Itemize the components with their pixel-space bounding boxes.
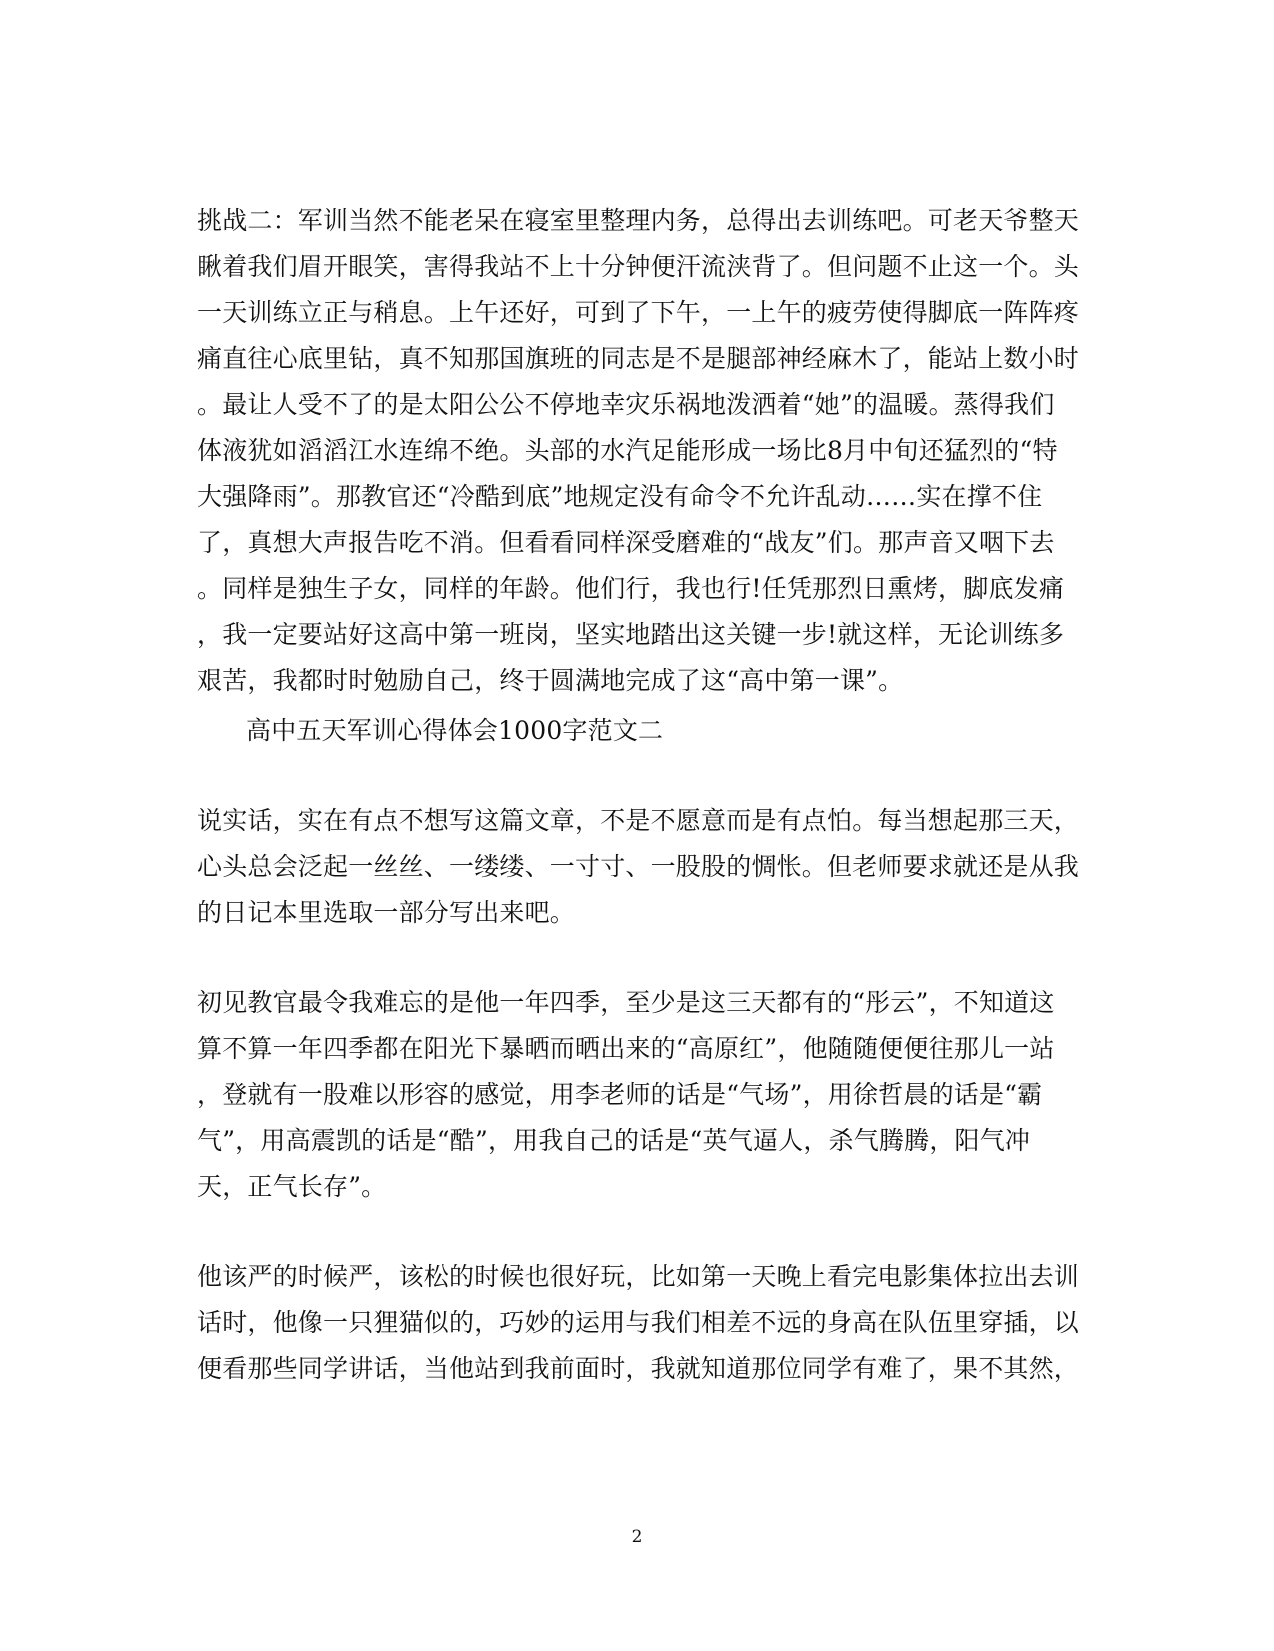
text-line: 气”，用高震凯的话是“酷”，用我自己的话是“英气逼人，杀气腾腾，阳气冲 xyxy=(197,1126,1031,1155)
heading-text: 高中五天军训心得体会1000字范文二 xyxy=(246,716,664,745)
text-line: 痛直往心底里钻，真不知那国旗班的同志是不是腿部神经麻木了，能站上数小时 xyxy=(197,344,1080,373)
text-line: 。同样是独生子女，同样的年龄。他们行，我也行!任凭那烈日熏烤，脚底发痛 xyxy=(197,574,1065,603)
page-number: 2 xyxy=(631,1527,643,1547)
text-line: 天，正气长存”。 xyxy=(197,1172,387,1201)
text-line: 艰苦，我都时时勉励自己，终于圆满地完成了这“高中第一课”。 xyxy=(197,666,904,695)
text-line: 挑战二：军训当然不能老呆在寝室里整理内务，总得出去训练吧。可老天爷整天 xyxy=(197,206,1080,235)
text-line: 大强降雨”。那教官还“冷酷到底”地规定没有命令不允许乱动……实在撑不住 xyxy=(197,482,1043,511)
text-line: 说实话，实在有点不想写这篇文章，不是不愿意而是有点怕。每当想起那三天， xyxy=(197,806,1080,835)
text-line: 初见教官最令我难忘的是他一年四季，至少是这三天都有的“彤云”，不知道这 xyxy=(197,988,1055,1017)
text-line: 了，真想大声报告吃不消。但看看同样深受磨难的“战友”们。那声音又咽下去 xyxy=(197,528,1055,557)
text-line: 话时，他像一只狸猫似的，巧妙的运用与我们相差不远的身高在队伍里穿插，以 xyxy=(197,1308,1080,1337)
text-line: 一天训练立正与稍息。上午还好，可到了下午，一上午的疲劳使得脚底一阵阵疼 xyxy=(197,298,1080,327)
text-line: ，我一定要站好这高中第一班岗，坚实地踏出这关键一步!就这样，无论训练多 xyxy=(197,620,1065,649)
text-line: 心头总会泛起一丝丝、一缕缕、一寸寸、一股股的惆怅。但老师要求就还是从我 xyxy=(197,852,1080,881)
text-line: 瞅着我们眉开眼笑，害得我站不上十分钟便汗流浃背了。但问题不止这一个。头 xyxy=(197,252,1080,281)
text-line: 。最让人受不了的是太阳公公不停地幸灾乐祸地泼洒着“她”的温暖。蒸得我们 xyxy=(197,390,1055,419)
text-line: ，登就有一股难以形容的感觉，用李老师的话是“气场”，用徐哲晨的话是“霸 xyxy=(197,1080,1043,1109)
text-line: 算不算一年四季都在阳光下暴晒而晒出来的“高原红”，他随随便便往那儿一站 xyxy=(197,1034,1055,1063)
text-line: 的日记本里选取一部分写出来吧。 xyxy=(197,898,576,927)
text-line: 他该严的时候严，该松的时候也很好玩，比如第一天晚上看完电影集体拉出去训 xyxy=(197,1262,1080,1291)
text-line: 便看那些同学讲话，当他站到我前面时，我就知道那位同学有难了，果不其然， xyxy=(197,1354,1080,1383)
text-line: 体液犹如滔滔江水连绵不绝。头部的水汽足能形成一场比8月中旬还猛烈的“特 xyxy=(197,436,1058,465)
